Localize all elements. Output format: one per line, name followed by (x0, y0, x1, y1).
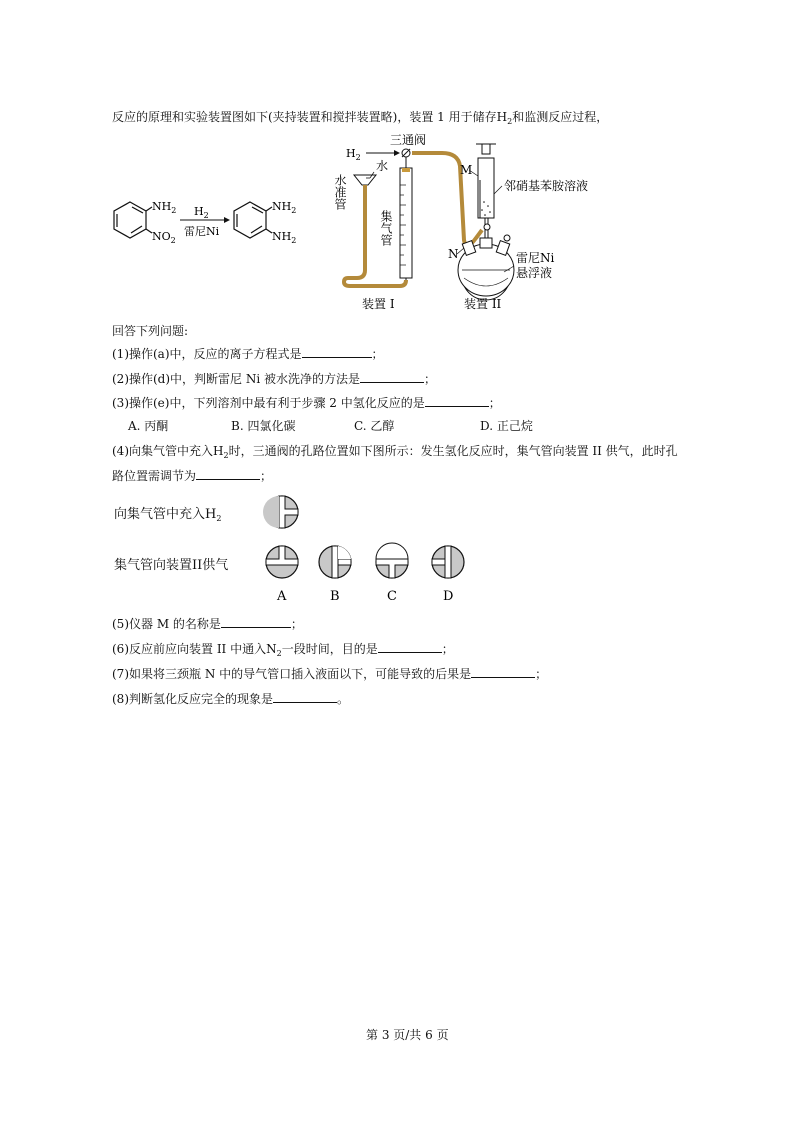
q6-n2-sub: 2 (276, 649, 282, 658)
answer-blank-2[interactable] (360, 370, 424, 383)
question-4-text-a: (4)向集气管中充入 (112, 444, 213, 458)
funnel-stopper (482, 144, 490, 154)
question-4-line2: 路位置需调节为 ； (112, 469, 273, 483)
question-1: (1)操作(a)中，反应的离子方程式是 ； (112, 347, 384, 361)
h2-inlet-label: $H_2$ (346, 147, 361, 162)
question-4-text-b: 时，三通阀的孔路位置如下图所示：发生氢化反应时，集气管向装置 II 供气，此时孔 (228, 444, 678, 458)
n-label: N (448, 247, 459, 261)
reaction-arrowhead (224, 217, 230, 223)
question-3: (3)操作(e)中，下列溶剂中最有利于步骤 2 中氢化反应的是 ； (112, 396, 501, 410)
suspension-label-1: 雷尼Ni (516, 251, 555, 265)
h2-subscript: 2 (507, 117, 513, 126)
question-6-text-b: 一段时间，目的是 (281, 642, 378, 656)
reactant-benzene-ring (114, 202, 152, 238)
device2-label: 装置 II (464, 297, 502, 311)
intro-text-b: 和监测反应过程， (512, 110, 609, 124)
valve-option-b[interactable] (319, 546, 351, 578)
intro-text-a: 反应的原理和实验装置图如下(夹持装置和搅拌装置略)，装置 1 用于储存 (112, 110, 497, 124)
answer-blank-1[interactable] (302, 345, 372, 358)
valve-option-a[interactable] (266, 546, 298, 578)
q3-option-a[interactable]: A. 丙酮 (128, 419, 169, 433)
q3-option-d[interactable]: D. 正己烷 (480, 419, 533, 433)
suspension-label-2: 悬浮液 (516, 266, 553, 280)
valve-fill-state (263, 496, 298, 528)
valve-diagrams (260, 490, 480, 610)
question-8: (8)判断氢化反应完全的现象是 。 (112, 692, 350, 706)
question-6: (6)反应前应向装置 II 中通入$N_2$一段时间，目的是 ； (112, 642, 454, 658)
question-4-line2-text: 路位置需调节为 (112, 469, 197, 483)
answer-blank-5[interactable] (221, 615, 291, 628)
answer-blank-8[interactable] (273, 690, 337, 703)
question-7-text: (7)如果将三颈瓶 N 中的导气管口插入液面以下，可能导致的后果是 (112, 667, 472, 681)
reagent-h2: $H_2$ (194, 205, 209, 220)
apparatus-figure (330, 130, 630, 315)
water-level-funnel (354, 175, 376, 185)
valve-supply-label: 集气管向装置II供气 (114, 558, 229, 573)
page-footer: 第 3 页/共 6 页 (366, 1028, 449, 1042)
product-nh2-a: $NH_2$ (272, 200, 297, 215)
valve-option-d-letter: D (443, 589, 454, 604)
intro-line (112, 109, 608, 130)
gas-collecting-tube (400, 168, 412, 278)
question-2-text: (2)操作(d)中，判断雷尼 Ni 被水洗净的方法是 (112, 372, 361, 386)
valve-option-b-letter: B (330, 589, 340, 604)
answer-blank-3[interactable] (425, 394, 489, 407)
answer-blank-7[interactable] (471, 665, 535, 678)
solution-label: 邻硝基苯胺溶液 (504, 179, 589, 193)
h2-formula: H (496, 110, 508, 124)
question-1-text: (1)操作(a)中，反应的离子方程式是 (112, 347, 302, 361)
question-2: (2)操作(d)中，判断雷尼 Ni 被水洗净的方法是 ； (112, 372, 437, 386)
answer-prompt: 回答下列问题: (112, 324, 189, 338)
q3-option-b[interactable]: B. 四氯化碳 (231, 419, 296, 433)
reactant-nh2: $NH_2$ (152, 200, 177, 215)
valve-option-c-letter: C (387, 589, 397, 604)
answer-blank-4[interactable] (196, 467, 260, 480)
q4-h2-sub: 2 (223, 451, 229, 460)
question-4 (112, 443, 678, 464)
reactant-no2: $NO_2$ (152, 230, 176, 245)
question-3-text: (3)操作(e)中，下列溶剂中最有利于步骤 2 中氢化反应的是 (112, 396, 425, 410)
question-8-text: (8)判断氢化反应完全的现象是 (112, 692, 273, 706)
reagent-raney-ni: 雷尼Ni (184, 225, 220, 238)
gas-collecting-tube-label: 集气管 (379, 210, 393, 246)
water-level-tube-label: 水准管 (333, 174, 347, 210)
valve-fill-label: 向集气管中充入$H_2$ (114, 507, 222, 523)
reaction-scheme (110, 190, 310, 260)
q4-h2: H (213, 444, 224, 458)
device1-label: 装置 I (362, 297, 395, 311)
q3-option-c[interactable]: C. 乙醇 (354, 419, 395, 433)
three-way-valve-label: 三通阀 (390, 133, 427, 147)
valve-option-d[interactable] (432, 546, 464, 578)
product-nh2-b: $NH_2$ (272, 230, 297, 245)
answer-blank-6[interactable] (378, 640, 442, 653)
question-5: (5)仪器 M 的名称是 ； (112, 617, 303, 631)
question-5-text: (5)仪器 M 的名称是 (112, 617, 221, 631)
question-7: (7)如果将三颈瓶 N 中的导气管口插入液面以下，可能导致的后果是 ； (112, 667, 548, 681)
valve-option-c[interactable] (376, 543, 408, 578)
q6-n2: N (266, 642, 277, 656)
product-benzene-ring (234, 202, 272, 238)
m-label: M (460, 163, 473, 177)
question-6-text-a: (6)反应前应向装置 II 中通入 (112, 642, 267, 656)
rubber-hose-bottom (344, 185, 406, 286)
water-label: 水 (376, 159, 389, 173)
valve-option-a-letter: A (277, 589, 287, 604)
